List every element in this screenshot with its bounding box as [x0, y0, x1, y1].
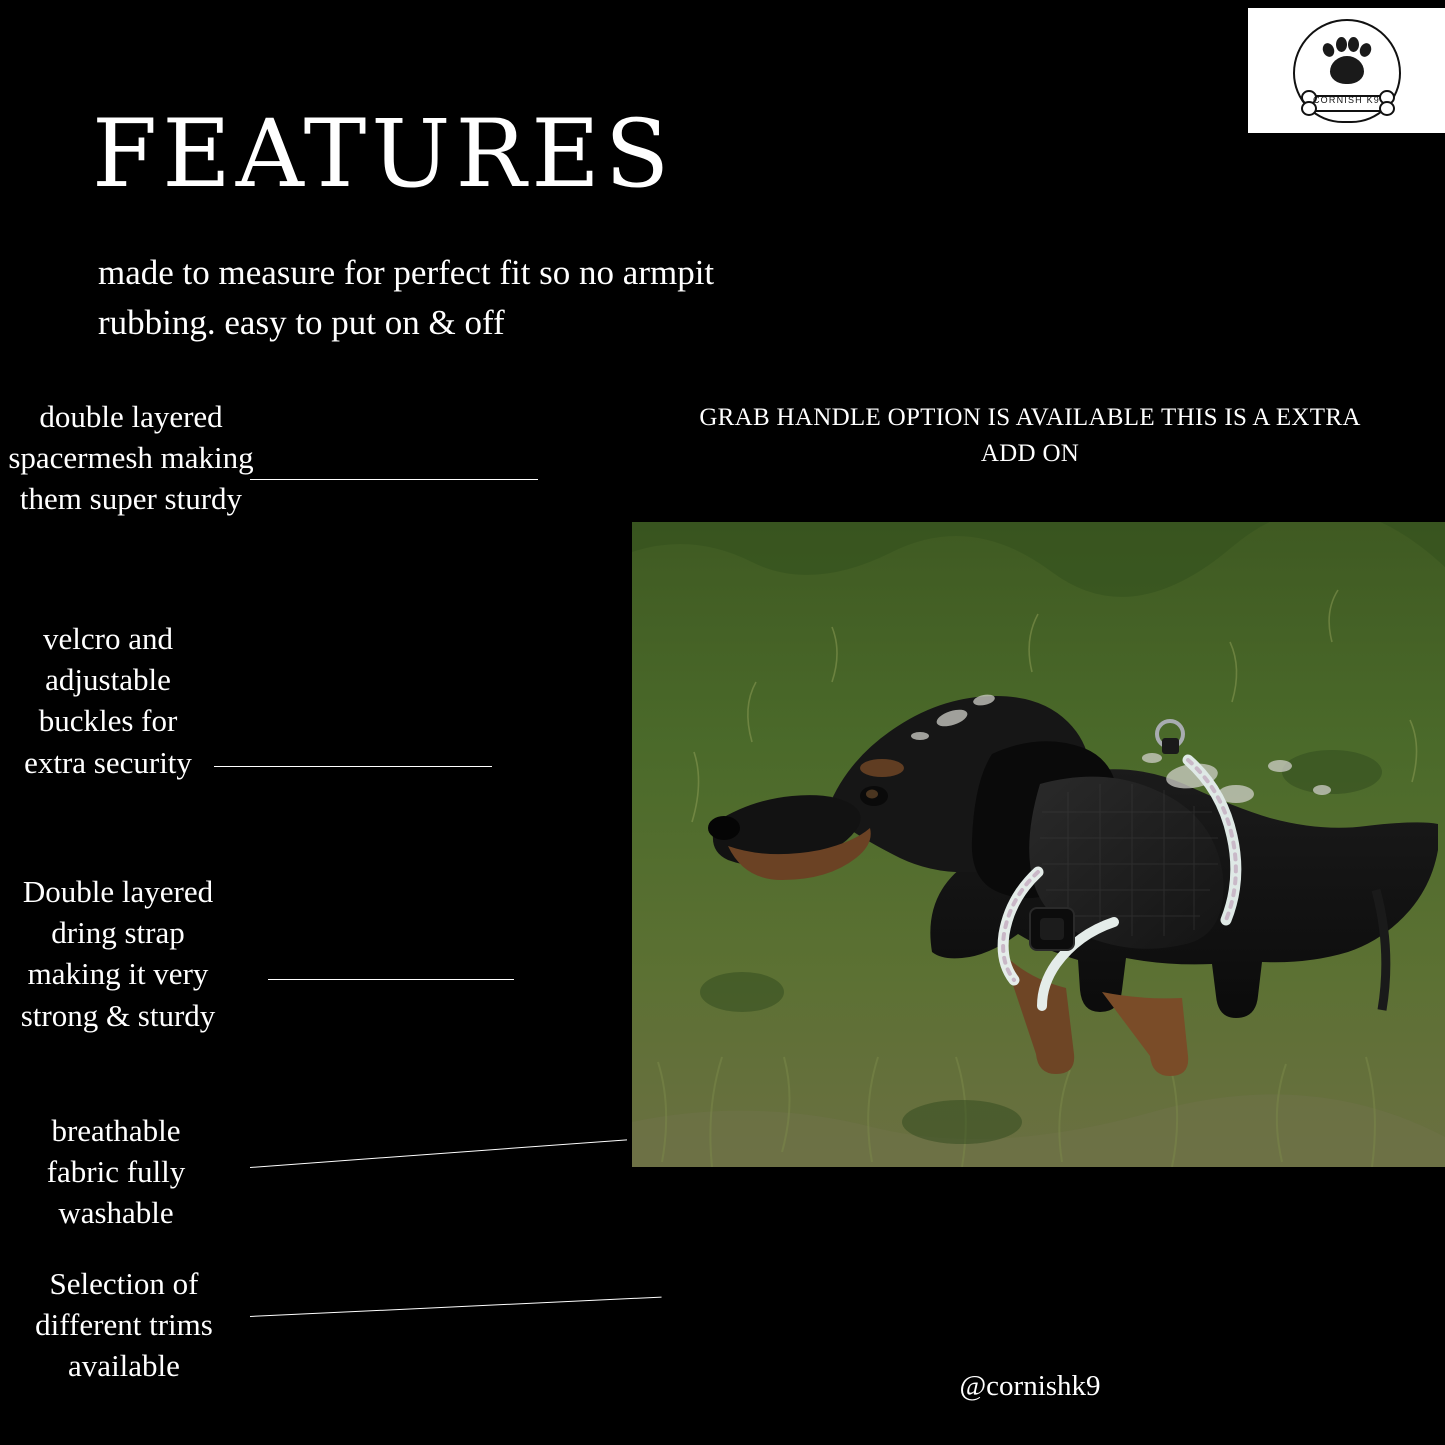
- feature-label-4: breathable fabric fully washable: [46, 1113, 186, 1231]
- social-handle: @cornishk9: [959, 1370, 1101, 1402]
- photo-illustration: [632, 522, 1445, 1167]
- page-subtitle: made to measure for perfect fit so no armpit rubbing. easy to put on & off: [98, 253, 715, 342]
- paw-icon: [1317, 34, 1377, 86]
- leader-line-5: [250, 1297, 662, 1317]
- leader-line-3: [268, 979, 514, 980]
- feature-label-2: velcro and adjustable buckles for extra security: [24, 621, 192, 780]
- grab-handle-note: GRAB HANDLE OPTION IS AVAILABLE THIS IS A EXTRA ADD ON: [699, 404, 1361, 467]
- feature-label-3: Double layered dring strap making it very strong & sturdy: [20, 874, 216, 1033]
- brand-logo: [1248, 8, 1445, 133]
- product-photo: [632, 522, 1445, 1167]
- bone-icon: [1299, 88, 1395, 114]
- leader-line-4: [250, 1139, 627, 1168]
- feature-label-5: Selection of different trims available: [35, 1266, 213, 1384]
- page-title: FEATURES: [92, 100, 675, 209]
- leader-line-1: [250, 479, 538, 480]
- logo-inner: [1287, 18, 1407, 123]
- leader-line-2: [214, 766, 492, 767]
- logo-text: CORNISH K9: [1312, 94, 1380, 105]
- feature-label-1: double layered spacermesh making them super sturdy: [8, 399, 254, 517]
